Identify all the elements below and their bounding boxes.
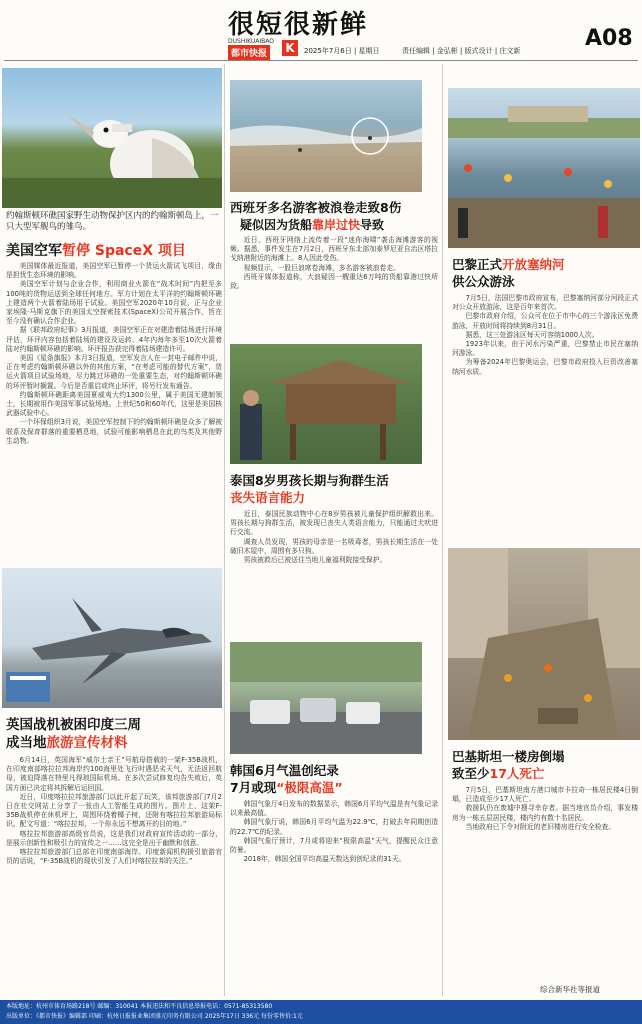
pakistan-body (452, 786, 638, 832)
korea-headline-line2 (230, 779, 440, 796)
thai-headline-line1: 泰国8岁男孩长期与狗群生活 (230, 473, 389, 488)
f35-headline-line1: 英国战机被困印度三周 (6, 717, 141, 733)
paris-para: 巴黎市政府介绍，公众可在位于市中心的三个游泳区免费游泳，开放时间将持续到8月31日。 (452, 312, 638, 330)
page-code: A08 (585, 26, 633, 51)
brand-name: 都市快报 (228, 45, 270, 60)
seine-swimming-photo (448, 88, 640, 248)
spacex-para: 据《联邦政府纪事》3月报道，美国空军正在对建造着陆场进行环境评估，环评内容包括着陆场的建设及运转、4年内每年多至10次火箭着陆对约翰斯顿环礁的影响。环评报告获完得着陆场建造许可。 (6, 326, 222, 353)
f35-body (6, 756, 222, 866)
korea-street-photo (230, 642, 422, 754)
spacex-headline (6, 240, 222, 260)
bird-caption: 约翰斯顿环礁国家野生动物保护区内的约翰斯顿岛上，一只大型军舰鸟的雏鸟。 (6, 211, 219, 232)
thai-headline-highlight: 丧失语言能力 (230, 490, 306, 505)
paris-headline-line1 (452, 256, 638, 273)
f35-photo (2, 568, 222, 708)
spain-para: 西班牙媒体报道称，大浪疑因一艘重达6万吨的货船靠港过快所致。 (230, 272, 438, 291)
thai-para: 近日，泰国民族动物中心在8岁男孩被儿童保护组织解救出来。男孩长期与狗群生活，被发现已丧失人类语言能力，只能通过犬吠进行交流。 (230, 510, 438, 537)
paris-para: 1923年以来，由于河水污染严重，巴黎禁止市民在塞纳河游泳。 (452, 340, 638, 358)
spain-headline: 西班牙多名游客被浪卷走致8伤 (230, 200, 402, 215)
spain-para: 视频显示，一股巨浪席卷海滩，多名游客被浪卷走。 (243, 263, 400, 272)
spacex-body (6, 262, 222, 446)
korea-body (230, 800, 438, 864)
footer-line2: 出版单位：《都市快报》编辑部 印刷：杭州日报报业集团盛元印务有限公司 2025年17日 336元 每份零售价:1元 (6, 1013, 303, 1020)
korea-headline-line1: 韩国6月气温创纪录 (230, 763, 339, 778)
spain-beach-photo (230, 80, 422, 192)
masthead-pinyin: DUSHIKUAIBAO (228, 38, 274, 45)
paris-para: 7月5日，法国巴黎市政府宣布，巴黎塞纳河部分河段正式对公众开放游泳，这是百年来首次。 (452, 294, 638, 312)
paris-headline-prefix: 巴黎正式 (452, 257, 503, 272)
spain-body (230, 236, 438, 291)
karachi-collapse-photo (448, 548, 640, 740)
paris-para: 据悉，这三处游泳区每天可容纳1000人次。 (465, 330, 599, 339)
pakistan-para: 救援队仍在废墟中搜寻幸存者。据当地官员介绍，事发楼房为一栋五层居民楼，楼内约有数十名居民。 (452, 804, 638, 822)
thai-hut-photo (230, 344, 422, 464)
column-divider (442, 64, 443, 996)
pakistan-para: 当地政府已下令对附近的老旧楼房进行安全检查。 (465, 822, 616, 831)
footer-bar (0, 1000, 642, 1024)
korea-para: 韩国气象厅4日发布的数据显示，韩国6月平均气温是有气象记录以来最高值。 (230, 800, 438, 818)
f35-para: 喀拉拉邦旅游部门总部在印度南部海岸。印度新闻机构援引旅游官员的话说，“F-35B战机的现状引发了人们对喀拉拉邦的关注。” (6, 848, 222, 866)
column-divider (224, 64, 225, 996)
pakistan-headline (452, 748, 638, 782)
thai-para: 男孩被救后已被送往当地儿童福利院接受保护。 (243, 556, 387, 565)
pakistan-headline-prefix: 致至少 (452, 766, 490, 781)
issue-date: 2025年7月6日 | 星期日 (304, 47, 380, 55)
spain-sub-suffix: 导致 (360, 218, 385, 232)
f35-para: 6月14日，英国海军“威尔士亲王”号航母搭载的一架F-35B战机，在印度南部喀拉拉邦海岸约100海里处飞行时遇恶劣天气，无法返回航母，被迫降落在特里凡得琅国际机场。在多次尝试修复均告失败后，英国方面已决定将其拆解后运回国。 (6, 756, 222, 792)
spacex-para: 美国《星条旗报》本月3日报道，空军发言人在一封电子邮件中说，正在考虑约翰斯顿环礁以外的其他方案，“在考虑可能的替代方案”，货运火箭项目试验场地，尽力跳过环礁的一处重要生态，对约翰斯顿环礁的环评暂时搁置。今后是否重启或终止环评，将另行发布通告。 (6, 354, 222, 390)
f35-para: 近日，印度喀拉拉邦旅游部门以此开起了玩笑，该邦旅游部门7月2日在社交网站上分享了一张由人工智能生成的图片。图片上，这架F-35B战机停在休机坪上，周围环绕着椰子树，还附有喀拉拉邦旅游局标识。配文写道：“喀拉拉邦，一个你永远不想离开的目的地。” (6, 792, 222, 829)
paris-para: 为筹备2024年巴黎奥运会，巴黎市政府投入巨资改善塞纳河水质。 (452, 358, 638, 376)
f35-headline-line2 (6, 734, 222, 752)
f35-headline-highlight: 旅游宣传材料 (46, 735, 128, 751)
korea-headline (230, 762, 440, 796)
thai-body (230, 510, 438, 565)
spacex-headline-highlight: 暂停 SpaceX 项目 (62, 243, 186, 259)
paris-headline-line2: 供公众游泳 (452, 274, 515, 289)
spacex-headline-prefix: 美国空军 (6, 243, 62, 259)
brand-logo: K (282, 40, 298, 56)
masthead-title: 很短很新鲜 (228, 10, 369, 40)
paris-headline (452, 256, 638, 290)
pakistan-para: 7月5日，巴基斯坦南方港口城市卡拉奇一栋居民楼4日倒塌，已造成至少17人死亡。 (452, 786, 638, 804)
spain-subheadline (240, 216, 440, 233)
korea-headline-prefix: 7月或现 (230, 780, 277, 795)
korea-para: 韩国气象厅预计，7月或将迎来“极限高温”天气，提醒民众注意防暑。 (230, 836, 438, 855)
pakistan-headline-highlight: 17人死亡 (489, 766, 545, 781)
f35-headline-prefix: 成当地 (6, 735, 47, 751)
pakistan-headline-line2 (452, 765, 638, 782)
f35-para: 喀拉拉邦旅游部高级官员说，这是我们对政府宣传活动的一部分，是展示创新性和吸引力的宣传之一……这完全是出于幽默和创意。 (6, 829, 222, 847)
spain-sub-prefix: 疑似因为货船 (240, 218, 313, 232)
spacex-para: 约翰斯顿环礁距离美国夏威夷大约1300公里，属于美国无建制领土，长期被用作美国军事试验场地。上世纪50和60年代，这里是美国核武器试验中心。 (6, 390, 222, 418)
korea-headline-highlight: “极限高温” (276, 780, 343, 795)
paris-headline-highlight: 开放塞纳河 (502, 257, 565, 272)
spacex-para: 美国空军计划与企业合作，利用商业火箭在“战术时间”内把至多100吨的货物运送到全球任何地方。军方计划在太平洋的约翰斯顿环礁上建造两个火箭着陆场用于试验。美国空军2020年10月说，正与企业家埃隆·马斯克旗下的美国太空探索技术(SpaceX)公司开展合作，旨在至今没有确认合作企业。 (6, 280, 222, 326)
spain-para: 近日，西班牙网络上流传着一段“迷你海啸”袭击海滩游客的视频。据悉，事件发生在7月2日，西班牙东北部加泰罗尼亚自治区塔拉戈纳港附近的海滩上。8人因此受伤。 (230, 236, 438, 263)
pakistan-headline-line1: 巴基斯坦一楼房倒塌 (452, 749, 565, 764)
korea-para: 2018年，韩国全国平均高温天数达到创纪录的31天。 (243, 855, 406, 864)
paris-body (452, 294, 638, 377)
frigatebird-photo (2, 68, 222, 208)
spain-sub-highlight: 靠岸过快 (312, 218, 361, 232)
thai-para: 调查人员发现，男孩的母亲是一名吸毒者，男孩长期生活在一处破旧木屋中，周围有多只狗。 (230, 537, 438, 555)
masthead-rule (4, 60, 638, 61)
editors-line: 责任编辑 | 金弘彬 | 版式设计 | 庄文新 (402, 47, 521, 55)
thai-headline (230, 472, 440, 506)
korea-para: 韩国气象厅说，韩国6月平均气温为22.9℃，打破去年同期创造的22.7℃的纪录。 (230, 818, 438, 836)
footer-line1: 本版地址：杭州市体育场路218号 邮编：310041 本报违法和不良信息举报电话：0571-85313580 (6, 1003, 273, 1010)
spacex-para: 美国媒体最近报道，美国空军已暂停一个货运火箭试飞项目，缘由是担忧生态环境的影响。 (6, 262, 222, 280)
f35-headline (6, 716, 222, 752)
spacex-para: 一个环保组织3月说，美国空军控制下的约翰斯顿环礁是众多了解被联系及保育群落的重要栖息地，试验可能影响栖息在此的鸟类及其他野生动物。 (6, 418, 222, 445)
source-credit: 综合新华社等报道 (540, 985, 600, 994)
